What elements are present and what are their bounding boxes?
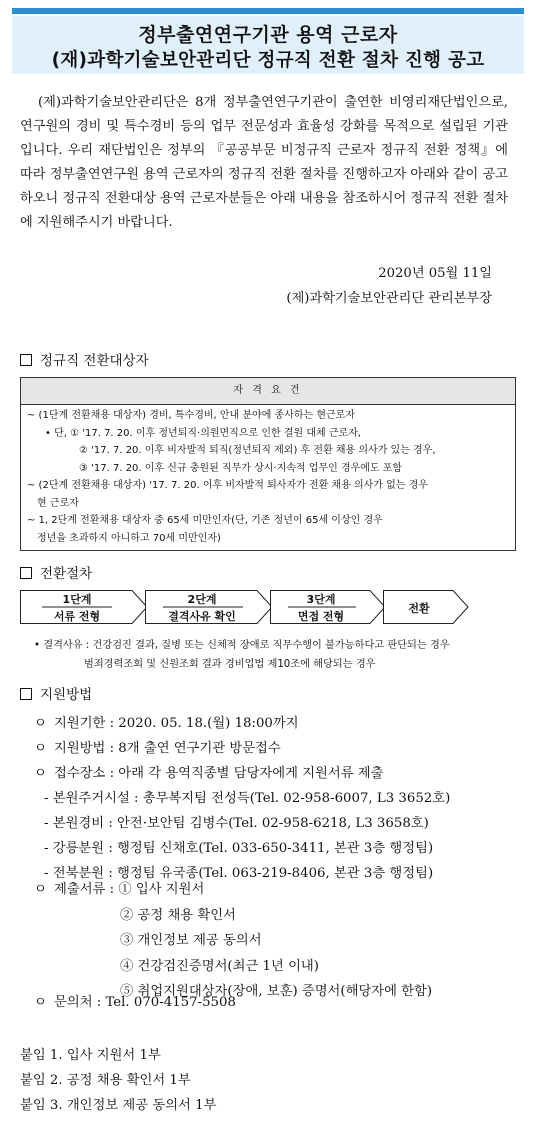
- title-line-1: 정부출연연구기관 용역 근로자: [138, 24, 398, 46]
- list-item: ㅇ 지원방법 : 8개 출연 연구기관 방문접수: [34, 736, 450, 761]
- section-process-title: 전환절차: [40, 566, 93, 582]
- bullet-circle-icon: ㅇ: [34, 882, 47, 897]
- intro-paragraph: (제)과학기술보안관리단은 8개 정부출연연구기관이 출연한 비영리재단법인으로, 연구원의 경비 및 특수경비 등의 업무 전문성과 효율성 강화를 목적으로 설립된 기관입니다. 우리 재단법인은 정부의 『공공부문 비정규직 근로자 정규직 전환 정책』에 따라 정부출연연구원 용역 근로자의 정규직 전환 절차를 진행하고자 아래와 같이 공고하오니 정규직 전환대상 용역 근로자분들은 아래 내용을 참조하시어 정규직 전환 절차에 지원해주시기 바랍니다.: [20, 95, 508, 230]
- title-banner: [12, 16, 524, 74]
- list-item: ㅇ 지원기한 : 2020. 05. 18.(월) 18:00까지: [34, 711, 450, 736]
- section-eligibility-heading: [20, 349, 149, 369]
- eligibility-row: ~ (2단계 전환채용 대상자) '17. 7. 20. 이후 비자발적 퇴사자가 전환 채용 의사가 없는 경우: [27, 480, 428, 491]
- process-step-1: [20, 590, 148, 624]
- eligibility-table-header: 자 격 요 건: [21, 378, 515, 405]
- place-item: - 전북분원 : 행정팀 유국종(Tel. 063-219-8406, 본관 3층 행정팀): [44, 866, 434, 881]
- process-step-3: [270, 590, 386, 624]
- section-eligibility-title: 정규직 전환대상자: [40, 353, 149, 369]
- title-line-2: (재)과학기술보안관리단 정규직 전환 절차 진행 공고: [51, 50, 485, 71]
- eligibility-table: [20, 377, 516, 551]
- document-item: ③ 개인정보 제공 동의서: [120, 933, 262, 948]
- section-application-heading: [20, 683, 92, 703]
- eligibility-row: • 단, ① '17. 7. 20. 이후 정년퇴직·의원면직으로 인한 결원 대체 근로자,: [45, 427, 361, 439]
- attachment-item: 붙임 3. 개인정보 제공 동의서 1부: [20, 1098, 217, 1113]
- attachment-item: 붙임 2. 공정 채용 확인서 1부: [20, 1073, 191, 1088]
- eligibility-table-body: [21, 405, 515, 550]
- eligibility-row: ~ 1, 2단계 전환채용 대상자 중 65세 미만인자(단, 기존 정년이 65세 이상인 경우: [27, 515, 383, 526]
- issuer: (제)과학기술보안관리단 관리본부장: [286, 291, 492, 306]
- checkbox-square-icon: [20, 354, 32, 366]
- process-step-2-label: 결격사유 확인: [168, 610, 236, 623]
- bullet-circle-icon: ㅇ: [34, 741, 47, 756]
- list-item: ㅇ 접수장소 : 아래 각 용역직종별 담당자에게 지원서류 제출: [34, 761, 450, 786]
- place-item: - 강릉분원 : 행정팀 신채호(Tel. 033-650-3411, 본관 3층 행정팀): [44, 841, 434, 856]
- docs-label: 제출서류 :: [54, 882, 115, 897]
- bullet-circle-icon: ㅇ: [34, 995, 47, 1010]
- eligibility-row: 정년을 초과하지 아니하고 70세 미만인자): [37, 532, 221, 544]
- process-step-2: [145, 590, 273, 624]
- document-item: ② 공정 채용 확인서: [120, 907, 236, 923]
- process-step-4-label: 전환: [408, 602, 430, 615]
- process-step-2-number: 2단계: [187, 593, 217, 606]
- eligibility-row: ~ (1단계 전환채용 대상자) 경비, 특수경비, 안내 분야에 종사하는 현근로자: [27, 410, 355, 421]
- list-item: [34, 877, 432, 903]
- disqualification-note: [34, 636, 450, 674]
- document-item: ① 입사 지원서: [118, 882, 205, 897]
- checkbox-square-icon: [20, 567, 32, 579]
- bullet-circle-icon: ㅇ: [34, 716, 47, 731]
- note-line: • 결격사유 : 건강검진 결과, 질병 또는 신체적 장애로 직무수행이 불가능하다고 판단되는 경우: [34, 640, 450, 651]
- contact-line: [34, 991, 236, 1010]
- process-step-3-label: 면접 전형: [297, 610, 345, 623]
- section-application-title: 지원방법: [40, 687, 93, 703]
- attachment-item: 붙임 1. 입사 지원서 1부: [20, 1048, 161, 1063]
- place-item: - 본원주거시설 : 총무복지팀 전성득(Tel. 02-958-6007, L3 3652호): [44, 791, 451, 806]
- attachments: [20, 1043, 216, 1118]
- place-item: - 본원경비 : 안전·보안팀 김병수(Tel. 02-958-6218, L3 3658호): [44, 816, 429, 831]
- eligibility-row: ② '17. 7. 20. 이후 비자발적 퇴직(정년퇴직 제외) 후 전환 채용 의사가 있는 경우,: [79, 445, 436, 456]
- title-accent-bar: [12, 8, 524, 14]
- process-step-1-number: 1단계: [62, 593, 92, 606]
- checkbox-square-icon: [20, 688, 32, 700]
- section-process-heading: [20, 562, 92, 582]
- contact-text: 문의처 : Tel. 070-4157-5508: [54, 995, 236, 1010]
- process-step-3-number: 3단계: [306, 593, 336, 606]
- process-step-4: [383, 590, 469, 624]
- process-flow: [20, 590, 470, 624]
- note-line: 범죄경력조회 및 신원조회 결과 경비업법 제10조에 해당되는 경우: [84, 659, 376, 670]
- document-item: ⑤ 취업지원대상자(장애, 보훈) 증명서(해당자에 한함): [120, 984, 433, 999]
- announcement-date: 2020년 05월 11일: [378, 266, 492, 281]
- required-documents: [34, 877, 432, 1005]
- eligibility-row: ③ '17. 7. 20. 이후 신규 충원된 직무가 상시·지속적 업무인 경우에도 포함: [79, 462, 403, 474]
- document-item: ④ 건강검진증명서(최근 1년 이내): [120, 958, 319, 974]
- process-step-1-label: 서류 전형: [53, 610, 101, 623]
- bullet-circle-icon: ㅇ: [34, 766, 47, 781]
- eligibility-row: 현 근로자: [37, 497, 79, 509]
- application-list: [34, 711, 450, 886]
